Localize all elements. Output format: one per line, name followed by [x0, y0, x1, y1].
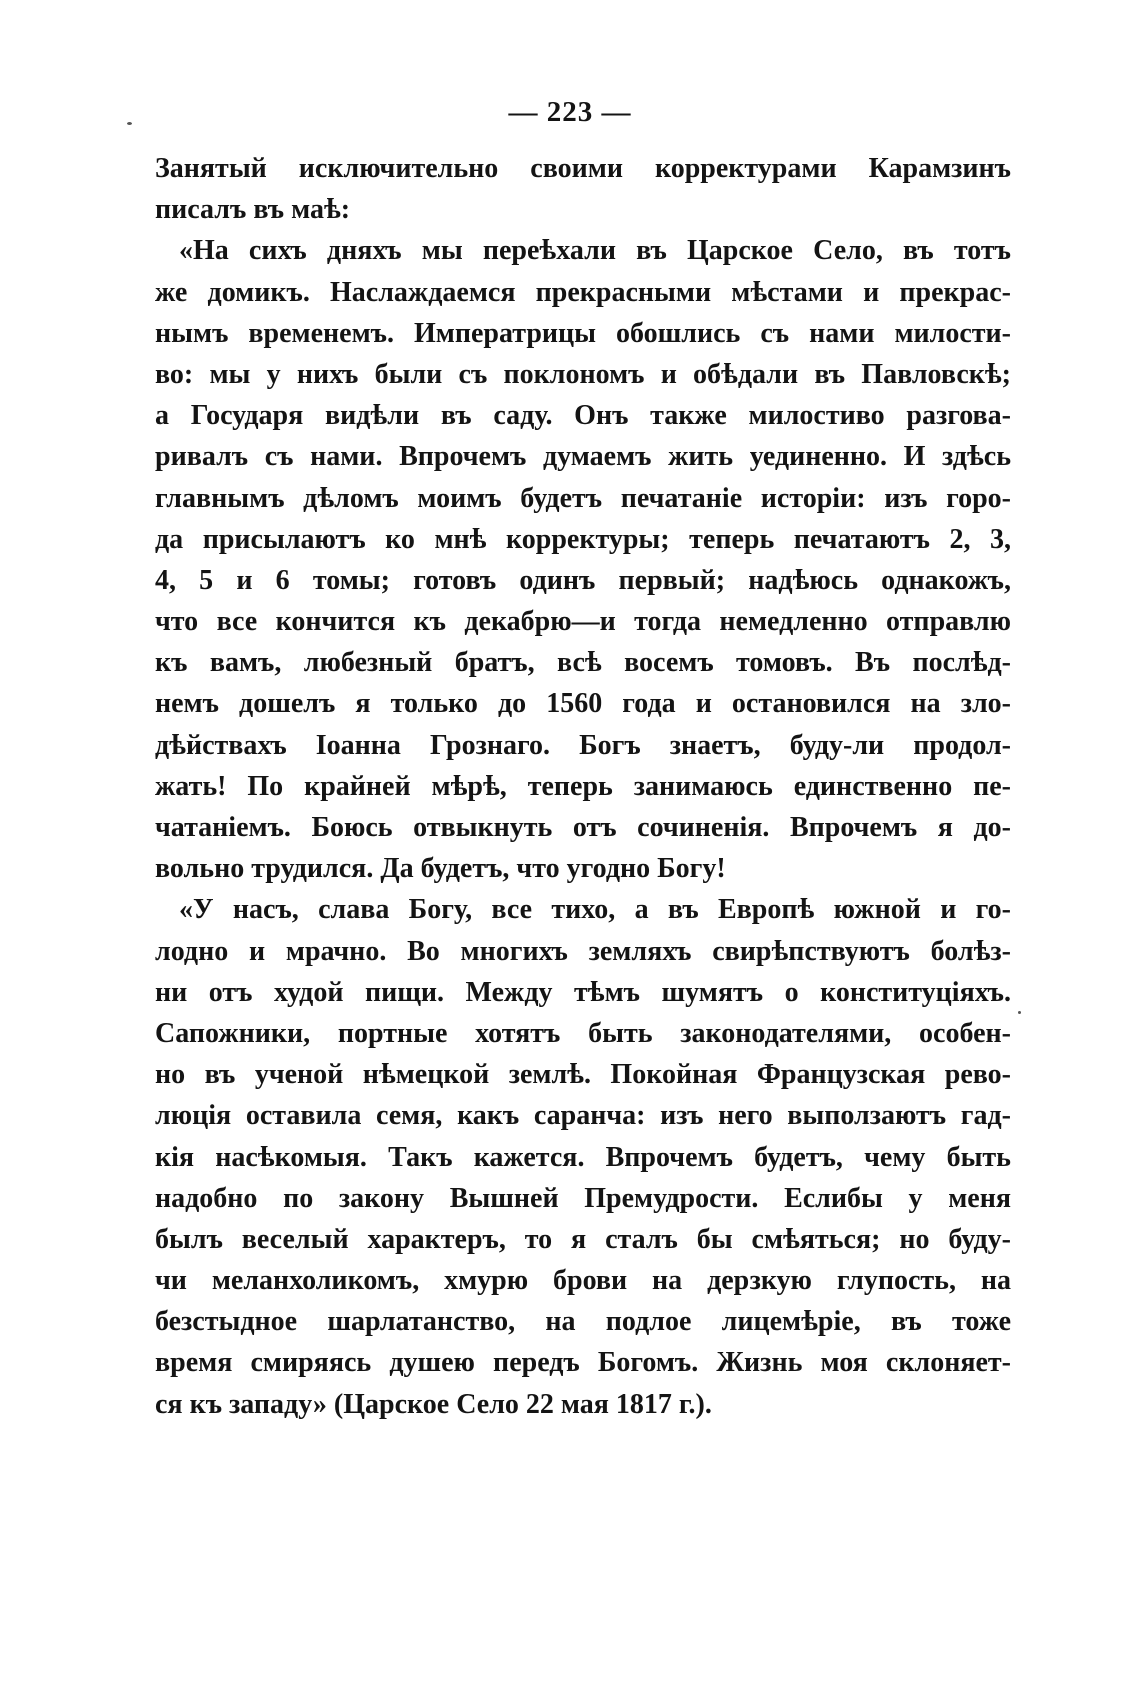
text-line: жать! По крайней мѣрѣ, теперь занимаюсь единственно пе-: [155, 770, 1011, 802]
text-line: «На сихъ дняхъ мы переѣхали въ Царское Село, въ тотъ: [179, 235, 1011, 267]
text-line: чи меланхоликомъ, хмурю брови на дерзкую глупость, на: [155, 1265, 1011, 1297]
text-line: кія насѣкомыя. Такъ кажется. Впрочемъ будетъ, чему быть: [155, 1141, 1011, 1173]
text-line: время смиряясь душею передъ Богомъ. Жизнь моя склоняет-: [155, 1347, 1011, 1379]
text-line: во: мы у нихъ были съ поклономъ и обѣдали въ Павловскѣ;: [155, 358, 1011, 390]
text-line: дѣйствахъ Іоанна Грознаго. Богъ знаетъ, буду-ли продол-: [155, 729, 1011, 761]
text-line: немъ дошелъ я только до 1560 года и остановился на зло-: [155, 688, 1011, 720]
text-line: же домикъ. Наслаждаемся прекрасными мѣстами и прекрас-: [155, 276, 1011, 308]
text-line: а Государя видѣли въ саду. Онъ также милостиво разгова-: [155, 400, 1011, 432]
text-line: писалъ въ маѣ:: [155, 194, 351, 226]
text-line: ся къ западу» (Царское Село 22 мая 1817 г.).: [155, 1388, 712, 1420]
text-line: Занятый исключительно своими корректурами Карамзинъ: [155, 153, 1011, 184]
ink-speck: [1018, 1011, 1021, 1014]
text-line: лодно и мрачно. Во многихъ земляхъ свирѣпствуютъ болѣз-: [155, 935, 1011, 967]
text-line: 4, 5 и 6 томы; готовъ одинъ первый; надѣюсь однакожъ,: [155, 564, 1011, 596]
text-line: надобно по закону Вышней Премудрости. Еслибы у меня: [155, 1182, 1011, 1214]
text-line: былъ веселый характеръ, то я сталъ бы смѣяться; но буду-: [155, 1223, 1011, 1255]
text-line: безстыдное шарлатанство, на подлое лицемѣріе, въ тоже: [155, 1306, 1011, 1338]
text-line: нымъ временемъ. Императрицы обошлись съ нами милости-: [155, 317, 1011, 349]
text-line: «У насъ, слава Богу, все тихо, а въ Европѣ южной и го-: [179, 894, 1011, 926]
text-line: ни отъ худой пищи. Между тѣмъ шумятъ о конституціяхъ.: [155, 976, 1011, 1008]
text-line: Сапожники, портные хотятъ быть законодателями, особен-: [155, 1017, 1011, 1049]
text-line: люція оставила семя, какъ саранча: изъ него выползаютъ гад-: [155, 1100, 1011, 1132]
text-line: но въ ученой нѣмецкой землѣ. Покойная Французская рево-: [155, 1059, 1011, 1091]
page-number: — 223 —: [508, 96, 632, 128]
body-text: [155, 148, 1011, 1425]
text-line: ривалъ съ нами. Впрочемъ думаемъ жить уединенно. И здѣсь: [155, 441, 1011, 473]
text-line: главнымъ дѣломъ моимъ будетъ печатаніе исторіи: изъ горо-: [155, 482, 1011, 514]
text-line: чатаніемъ. Боюсь отвыкнуть отъ сочиненія. Впрочемъ я до-: [155, 812, 1011, 843]
text-line: къ вамъ, любезный братъ, всѣ восемъ томовъ. Въ послѣд-: [155, 647, 1011, 679]
text-line: вольно трудился. Да будетъ, что угодно Богу!: [155, 853, 726, 885]
text-line: что все кончится къ декабрю—и тогда немедленно отправлю: [155, 606, 1011, 638]
text-line: да присылаютъ ко мнѣ корректуры; теперь печатаютъ 2, 3,: [155, 523, 1011, 555]
